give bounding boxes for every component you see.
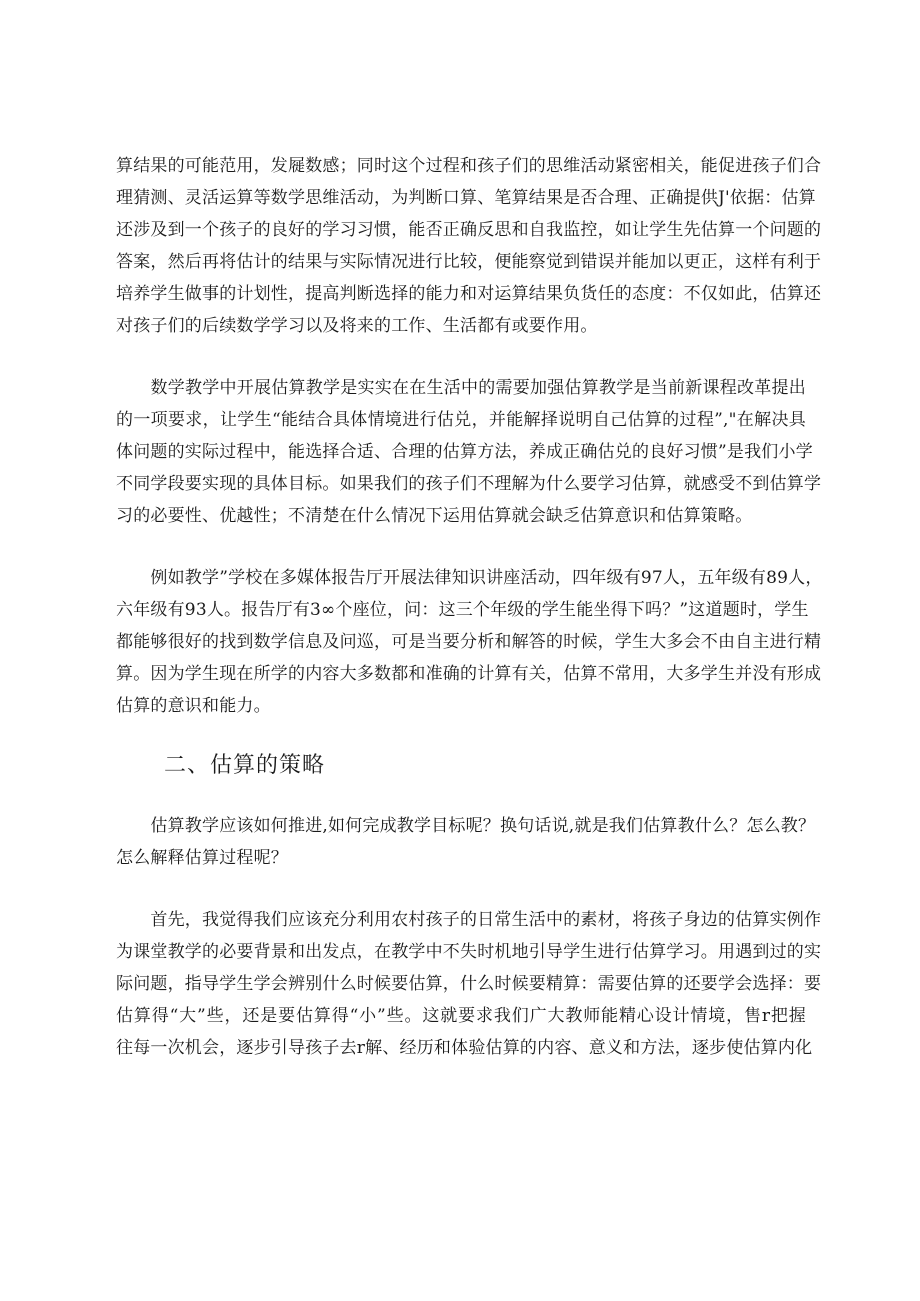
text-line: 估算得“大”些，还是要估算得“小”些。这就要求我们广大教师能精心设计情境，售r把握: [116, 1006, 806, 1026]
text-line: 际问题，指导学生学会辨别什么时候要估算，什么时候要精算：需要估算的还要学会选择：要: [116, 974, 822, 994]
paragraph-5: [116, 904, 822, 1064]
paragraph-4: [116, 810, 816, 874]
text-line: 的一项要求，让学生“能结合具体情境进行估兑，并能解择说明自己估算的过程”,"在解决具: [116, 410, 806, 430]
text-line: 怎么解释估算过程呢？: [116, 848, 288, 868]
text-line: 培养学生做事的计划性，提高判断选择的能力和对运算结果负货任的态度：不仅如此，估算还: [116, 284, 822, 304]
text-line: 例如教学”学校在多媒体报告厅开展法律知识讲座活动，四年级有97人，五年级有89人，: [116, 568, 823, 588]
section-heading: 二、估算的策略: [164, 753, 326, 778]
paragraph-1: [116, 150, 822, 342]
text-line: 首先，我觉得我们应该充分利用农村孩子的日常生活中的素材，将孩子身边的估算实例作: [116, 910, 822, 930]
text-line: 为课堂教学的必要背景和出发点，在教学中不失时机地引导学生进行估算学习。用遇到过的实: [116, 942, 822, 962]
paragraph-2: [116, 372, 822, 532]
text-line: 对孩子们的后续数学学习以及将来的工作、生活都有或要作用。: [116, 316, 598, 336]
paragraph-3: [116, 562, 823, 722]
text-line: 答案，然后再将估计的结果与实际情况进行比较，便能察觉到错误并能加以更正，这样有利于: [116, 252, 822, 272]
text-line: 体问题的实际过程中，能选择合适、合理的估算方法，养成正确估兑的良好习惯”是我们小学: [116, 442, 813, 462]
text-line: 六年级有93人。报告厅有3∞个座位，问：这三个年级的学生能坐得下吗？”这道题时，学生: [116, 600, 809, 620]
text-line: 都能够很好的找到数学信息及问巡，可是当要分析和解答的时候，学生大多会不由自主进行精: [116, 632, 822, 652]
text-line: 习的必要性、优越性；不清楚在什么情况下运用估算就会缺乏估算意识和估算策略。: [116, 506, 753, 526]
text-line: 算结果的可能范用，发屣数感；同时这个过程和孩子们的思维活动紧密相关，能促进孩子们合: [116, 156, 822, 176]
text-line: 不同学段要实现的具体目标。如果我们的孩子们不理解为什么要学习估算，就感受不到估算学: [116, 474, 822, 494]
text-line: 估算的意识和能力。: [116, 696, 271, 716]
text-line: 还涉及到一个孩子的良好的学习习惯，能否正确反思和自我监控，如让学生先估算一个问题的: [116, 220, 822, 240]
text-line: 往每一次机会，逐步引导孩子去r解、经历和体验估算的内容、意义和方法，逐步使估算内化: [116, 1038, 813, 1058]
text-line: 估算教学应该如何推进,如何完成教学目标呢？换句话说,就是我们估算教什么？怎么教？: [116, 816, 816, 836]
text-line: 算。因为学生现在所学的内容大多数都和准确的计算有关，估算不常用，大多学生并没有形成: [116, 664, 822, 684]
document-page: [116, 150, 823, 1064]
text-line: 数学教学中开展估算教学是实实在在生活中的需要加强估算教学是当前新课程改革提出: [116, 378, 806, 398]
text-line: 理猜测、灵活运算等数学思维活动，为判断口算、笔算结果是否合理、正确提供J'依据：估算: [116, 188, 816, 208]
